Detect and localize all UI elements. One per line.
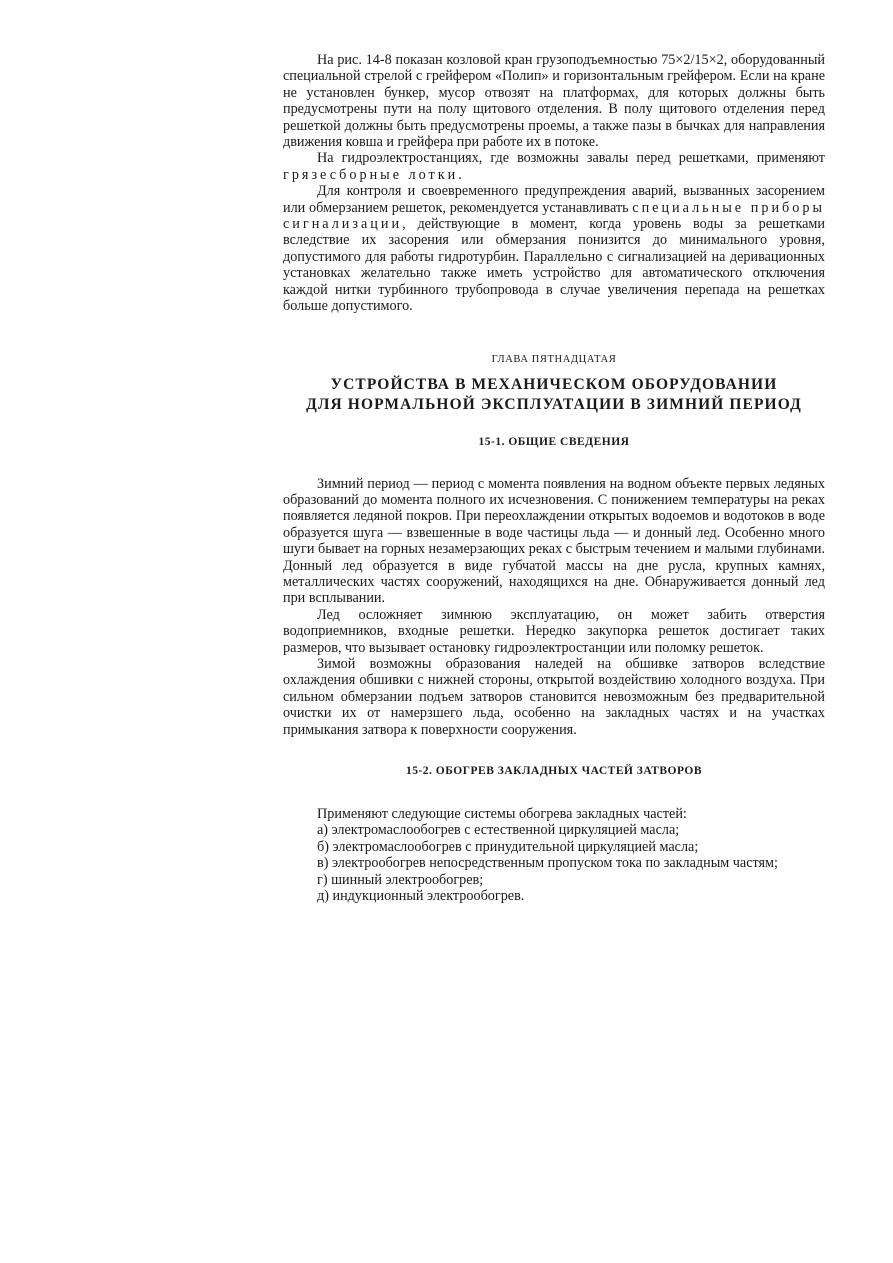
intro-paragraph-3 xyxy=(283,183,825,314)
intro-paragraph-2-start: На гидроэлектростанциях, где возможны завалы перед решетками, применяют xyxy=(317,150,825,167)
list-item: д) индукционный электрообогрев. xyxy=(317,888,525,905)
heating-systems-list xyxy=(283,806,825,904)
intro-paragraph-2-end: . xyxy=(458,166,462,183)
chapter-title xyxy=(283,375,825,415)
section-1-title: 15-1. ОБЩИЕ СВЕДЕНИЯ xyxy=(478,435,630,448)
list-item: в) электрообогрев непосредственным пропуском тока по закладным частям; xyxy=(317,855,778,872)
section-1-paragraph-1: Зимний период — период с момента появления на водном объекте первых ледяных образований до момента полного их исчезновения. С понижением температуры на реках появляется ледяной покров. При переохлаждении открытых водоемов и водотоков в воде образуется шуга — взвешенные в воде частицы льда — и донный лед. Особенно много шуги бывает на горных незамерзающих реках с быстрым течением и малыми глубинами. Донный лед образуется в виде губчатой массы на дне русла, крупных камнях, металлических частях сооружений, находящихся на дне. Обнаруживается донный лед при всплывании. xyxy=(283,475,825,607)
list-item: а) электромаслообогрев с естественной циркуляцией масла; xyxy=(317,822,680,839)
section-2-title: 15-2. ОБОГРЕВ ЗАКЛАДНЫХ ЧАСТЕЙ ЗАТВОРОВ xyxy=(405,765,703,777)
page-content xyxy=(283,52,825,904)
section-1-paragraph-3: Зимой возможны образования наледей на обшивке затворов вследствие охлаждения обшивки с нижней стороны, открытой воздействию холодного воздуха. При сильном обмерзании подъем затворов становится невозможным без предварительной очистки их от намерзшего льда, особенно на закладных частях и на участках примыкания затвора к поверхности сооружения. xyxy=(283,655,825,738)
section-1-paragraph-2: Лед осложняет зимнюю эксплуатацию, он может забить отверстия водоприемников, входные решетки. Нередко закупорка решеток достигает таких размеров, что вызывает остановку гидроэлектростанции или поломку решеток. xyxy=(283,606,825,656)
list-intro: Применяют следующие системы обогрева закладных частей: xyxy=(317,806,687,822)
intro-paragraph-3-end: , действующие в момент, когда уровень воды за решетками вследствие их засорения или обмерзания понизится до минимального уровня, допустимого для работы гидротурбин. Параллельно с сигнализацией на деривационных установках желательно также иметь устройство для автоматического отключения каждой нитки турбинного трубопровода в случае увеличения перепада на решетках больше допустимого. xyxy=(283,216,825,315)
intro-paragraph-3-start: Для контроля и своевременного предупреждения аварий, вызванных засорением или обмерзанием решеток, рекомендуется устанавливать xyxy=(283,183,825,216)
list-item: б) электромаслообогрев с принудительной циркуляцией масла; xyxy=(317,838,699,855)
intro-paragraph-3-emphasis: специальные приборы сигнализации xyxy=(283,199,825,233)
intro-paragraph-2 xyxy=(283,150,825,183)
chapter-label: ГЛАВА ПЯТНАДЦАТАЯ xyxy=(491,353,617,365)
list-item: г) шинный электрообогрев; xyxy=(317,871,484,888)
chapter-title-line-1: УСТРОЙСТВА В МЕХАНИЧЕСКОМ ОБОРУДОВАНИИ xyxy=(330,375,778,393)
chapter-title-line-2: ДЛЯ НОРМАЛЬНОЙ ЭКСПЛУАТАЦИИ В ЗИМНИЙ ПЕРИОД xyxy=(306,395,802,413)
intro-paragraph-2-emphasis: грязесборные лотки xyxy=(283,166,459,183)
intro-paragraph-1: На рис. 14-8 показан козловой кран грузоподъемностью 75×2/15×2, оборудованный специальной стрелой с грейфером «Полип» и горизонтальным грейфером. Если на кране не установлен бункер, мусор отвозят на платформах, для которых должны быть предусмотрены пути на полу щитового отделения. В полу щитового отделения перед решеткой должны быть предусмотрены проемы, а также пазы в бычках для направления движения ковша и грейфера при работе их в потоке. xyxy=(283,52,825,151)
